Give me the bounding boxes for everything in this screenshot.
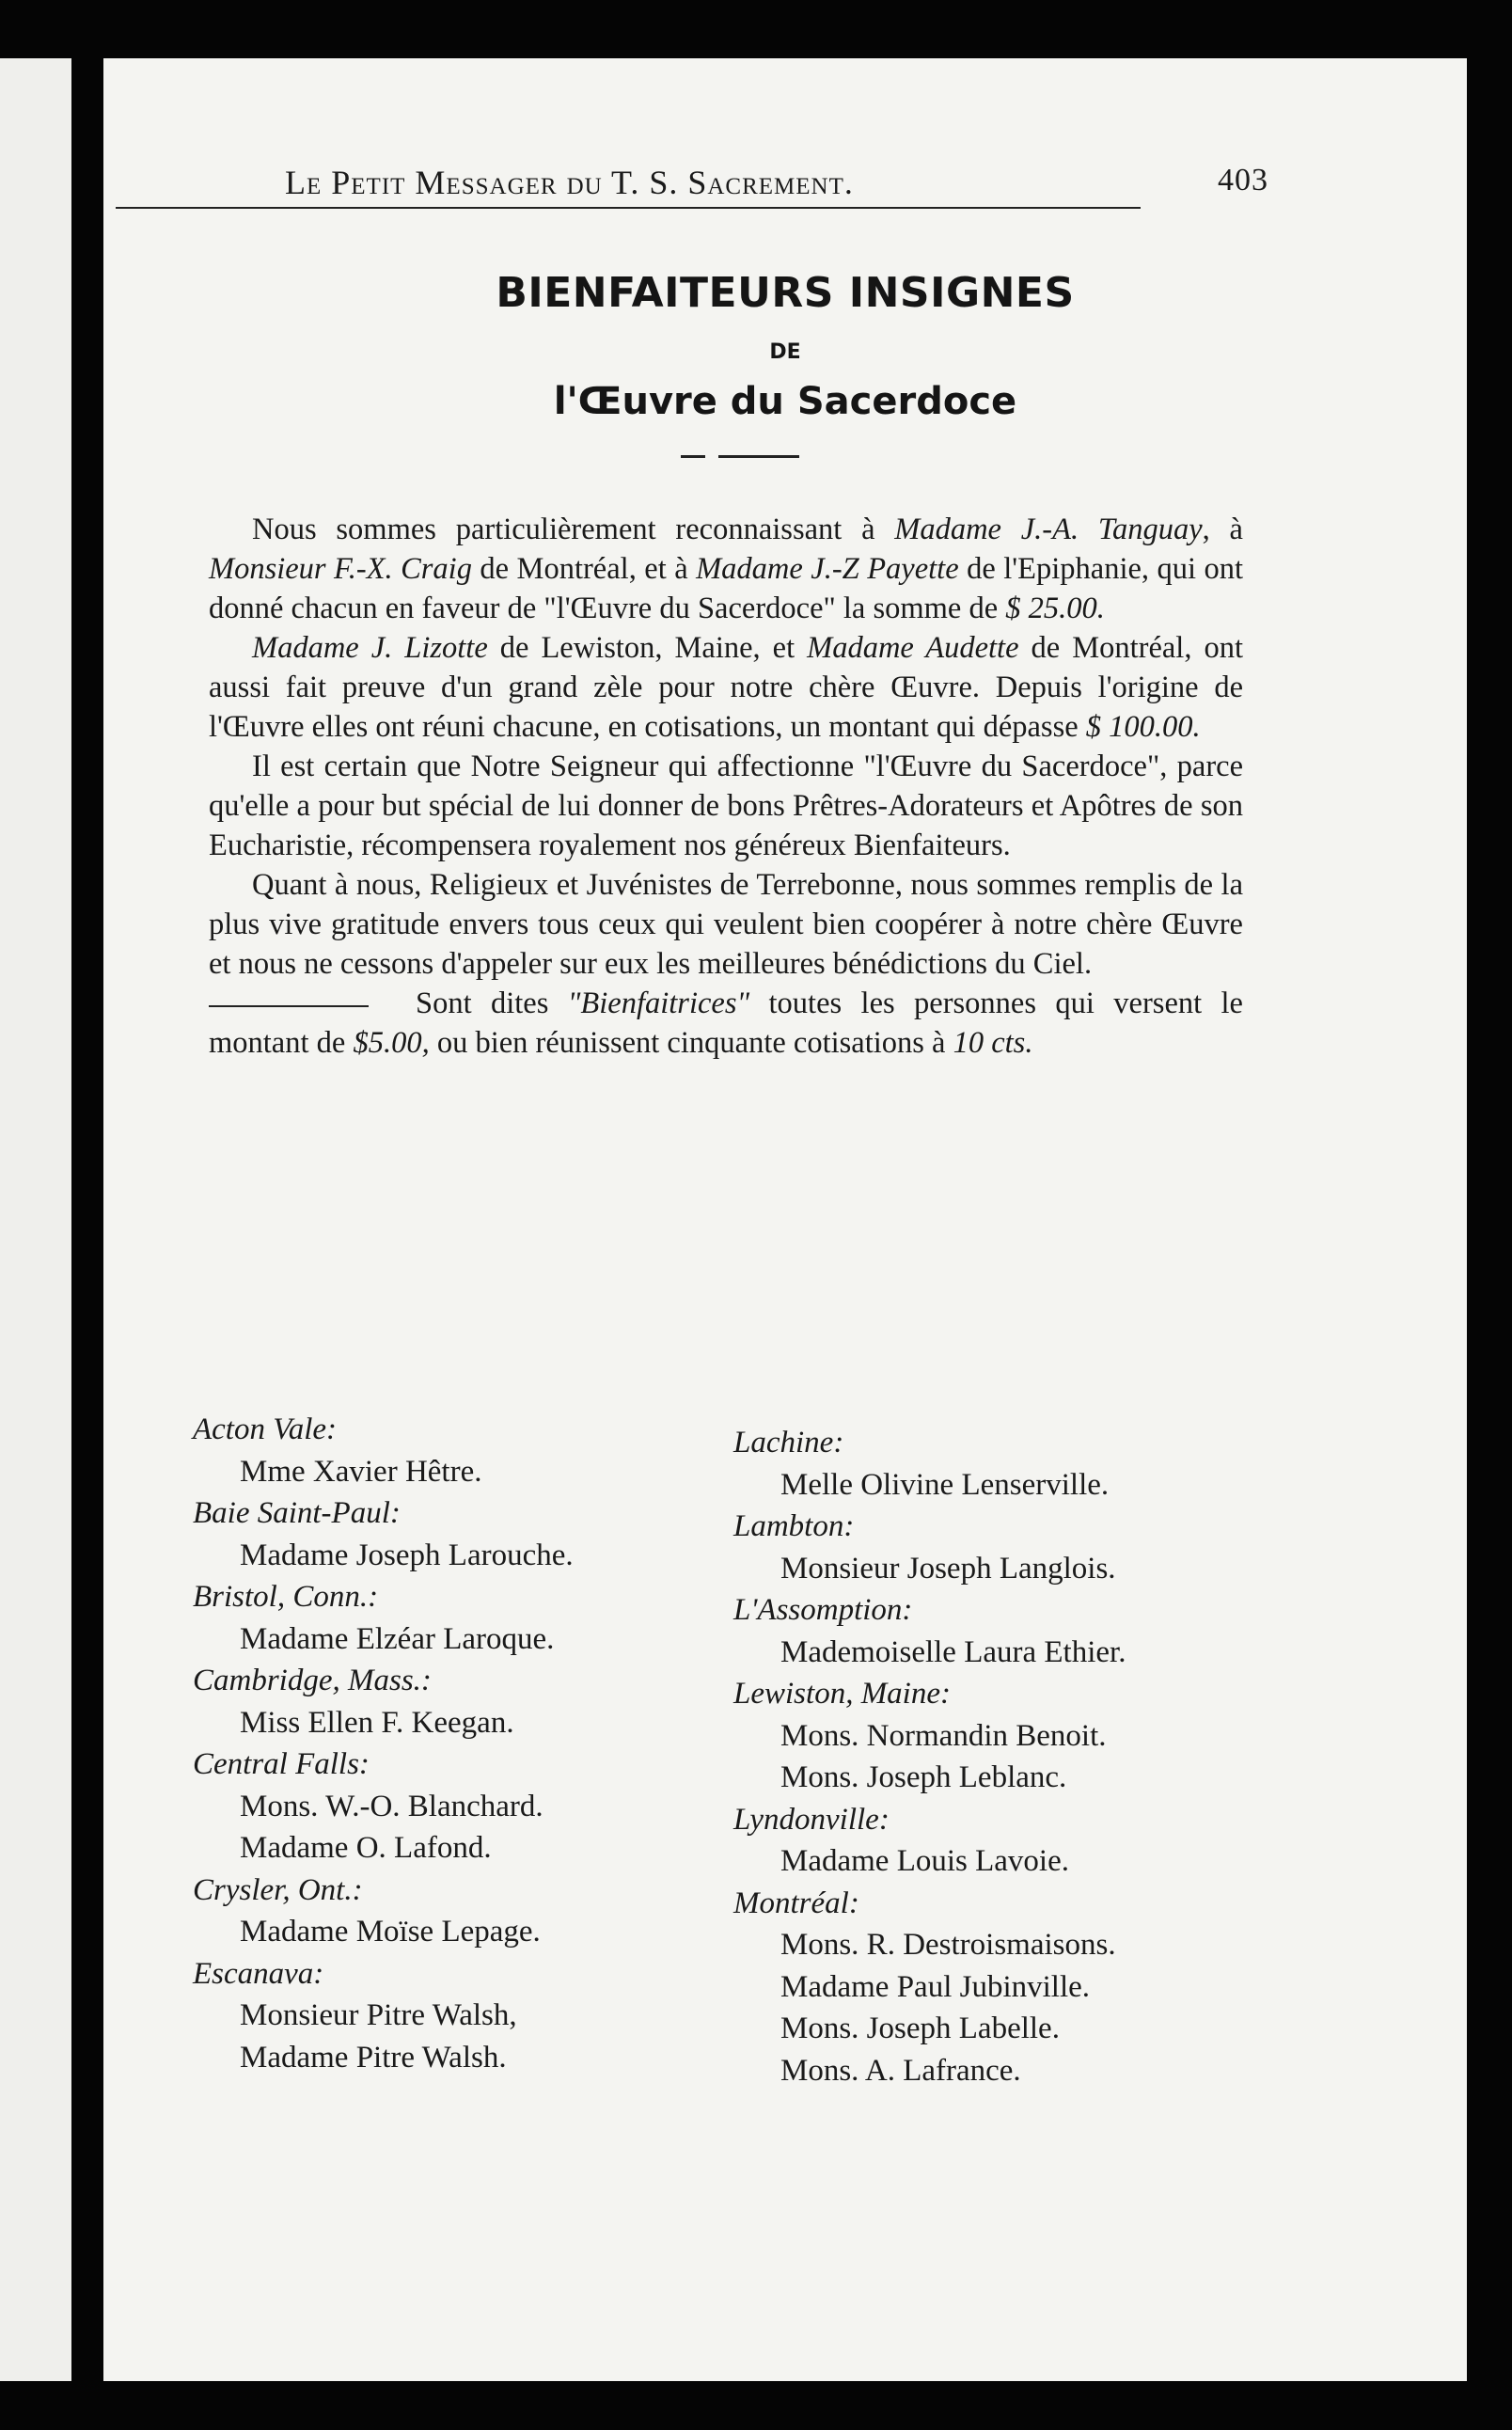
paragraph-2: [209, 628, 1243, 747]
donor-name: Melle Olivine Lenserville.: [780, 1467, 1110, 1502]
italic-run: Monsieur F.-X. Craig: [209, 552, 472, 586]
text-run: de Montréal, et à: [471, 552, 697, 586]
donor-name: Monsieur Pitre Walsh,: [240, 1998, 517, 2032]
ornament-dash-short: [681, 455, 705, 458]
donor-name: Mons. Joseph Leblanc.: [780, 1760, 1067, 1794]
italic-run: Madame J. Lizotte: [252, 631, 488, 665]
donor-name: Mons. Joseph Labelle.: [780, 2012, 1060, 2045]
title-line-1: BIENFAITEURS INSIGNES: [496, 269, 1075, 317]
location-heading: Baie Saint-Paul:: [193, 1496, 401, 1530]
location-heading: Acton Vale:: [193, 1412, 338, 1446]
text-run: toutes les personnes qui versent le montant de: [209, 986, 1243, 1060]
running-title: Le Petit Messager du T. S. Sacrement.: [285, 164, 854, 201]
italic-run: $5.00,: [353, 1026, 430, 1060]
donor-name: Madame Elzéar Laroque.: [240, 1621, 555, 1656]
donor-list-left: [193, 1409, 719, 2078]
facing-page-edge: [0, 58, 71, 2381]
donor-name: Mademoiselle Laura Ethier.: [780, 1634, 1126, 1669]
text-run: de l'Epiphanie, qui ont donné chacun en faveur de "l'Œuvre du Sacerdoce" la somme de: [209, 552, 1244, 625]
body-text: [209, 510, 1243, 1063]
location-heading: Lyndonville:: [733, 1802, 890, 1837]
donor-list-right: [733, 1422, 1260, 2091]
donor-name: Mons. W.-O. Blanchard.: [240, 1789, 543, 1823]
text-run: de Lewiston, Maine, et: [487, 631, 808, 665]
paragraph-3: [209, 747, 1243, 865]
donor-name: Madame O. Lafond.: [240, 1831, 492, 1865]
italic-run: 10 cts.: [953, 1026, 1033, 1060]
location-heading: Escanava:: [193, 1956, 324, 1991]
italic-run: Madame Audette: [807, 631, 1019, 665]
donor-name: Mme Xavier Hêtre.: [240, 1454, 482, 1489]
title-line-3: l'Œuvre du Sacerdoce: [553, 380, 1017, 423]
donor-name: Mons. Normandin Benoit.: [780, 1718, 1107, 1753]
location-heading: Cambridge, Mass.:: [193, 1664, 432, 1697]
donor-name: Madame Moïse Lepage.: [240, 1915, 541, 1949]
italic-run: Madame J.-A. Tanguay: [894, 513, 1203, 546]
header-rule: [116, 207, 1141, 209]
text-run: , à: [1202, 513, 1243, 546]
italic-run: $ 25.00.: [1005, 592, 1105, 625]
donor-name: Madame Pitre Walsh.: [240, 2040, 507, 2075]
italic-run: Madame J.-Z Payette: [696, 552, 959, 586]
text-run: Nous sommes particulièrement reconnaissant à: [252, 513, 895, 546]
inline-rule: [209, 1005, 369, 1007]
paragraph-final: [209, 984, 1243, 1063]
page-number: 403: [1218, 163, 1268, 197]
text-run: de Montréal, ont aussi fait preuve d'un grand zèle pour notre chère Œuvre. Depuis l'origine de l'Œuvre elles ont réuni chacune, en cotisations, un montant qui dépasse: [209, 631, 1243, 744]
paragraph-final-text: [209, 986, 1243, 1060]
location-heading: Montréal:: [733, 1886, 859, 1920]
location-heading: L'Assomption:: [733, 1593, 913, 1627]
donor-name: Mons. R. Destroismaisons.: [780, 1928, 1116, 1962]
text-run: Il est certain que Notre Seigneur qui affectionne "l'Œuvre du Sacerdoce", parce qu'elle a pour but spécial de lui donner de bons Prêtres-Adorateurs et Apôtres de son Eucharistie, récompensera royalement nos généreux Bienfaiteurs.: [209, 750, 1243, 862]
donor-name: Mons. A. Lafrance.: [780, 2053, 1021, 2088]
italic-run: $ 100.00.: [1085, 710, 1201, 744]
donor-name: Monsieur Joseph Langlois.: [780, 1551, 1116, 1586]
italic-run: "Bienfaitrices": [567, 986, 750, 1020]
ornament-dash-long: [718, 455, 799, 458]
location-heading: Bristol, Conn.:: [193, 1580, 379, 1614]
paragraph-1: [209, 510, 1243, 628]
location-heading: Central Falls:: [193, 1747, 370, 1781]
donor-name: Madame Louis Lavoie.: [780, 1844, 1069, 1878]
text-run: Sont dites: [416, 986, 568, 1020]
location-heading: Lambton:: [733, 1509, 855, 1543]
donor-name: Madame Paul Jubinville.: [780, 1969, 1091, 2004]
location-heading: Crysler, Ont.:: [193, 1872, 363, 1907]
location-heading: Lachine:: [733, 1426, 844, 1460]
title-line-2: DE: [769, 340, 801, 364]
donor-name: Miss Ellen F. Keegan.: [240, 1705, 514, 1740]
donor-name: Madame Joseph Larouche.: [240, 1538, 574, 1572]
text-run: ou bien réunissent cinquante cotisations à: [429, 1026, 953, 1060]
paragraph-4: [209, 865, 1243, 984]
text-run: Quant à nous, Religieux et Juvénistes de Terrebonne, nous sommes remplis de la plus vive gratitude envers tous ceux qui veulent bien coopérer à notre chère Œuvre et nous ne cessons d'appeler sur eux les meilleures bénédictions du Ciel.: [209, 868, 1243, 981]
location-heading: Lewiston, Maine:: [733, 1677, 951, 1711]
